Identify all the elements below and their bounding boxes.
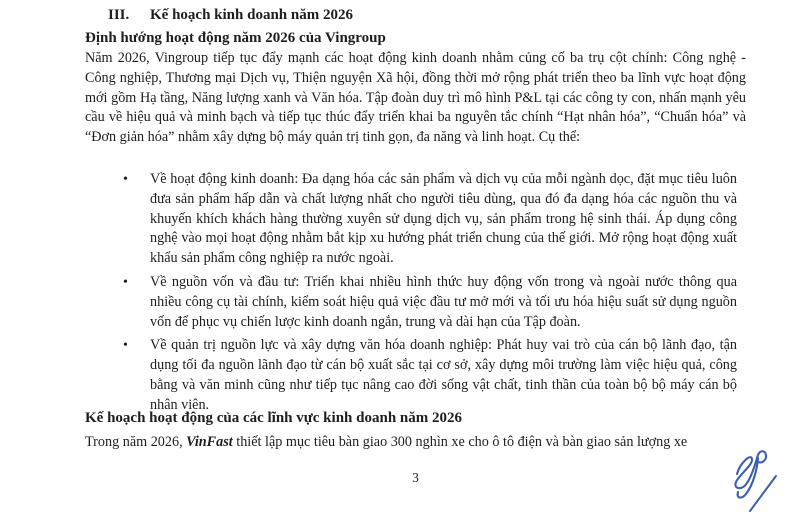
intro-paragraph: Năm 2026, Vingroup tiếp tục đẩy mạnh các hoạt động kinh doanh nhằm củng cố ba trụ cột chính: Công nghệ - Công nghiệp, Thương mại Dịch vụ, Thiện nguyện Xã hội, đồng thời mở rộng phát triển theo ba lĩnh vực hoạt động mới gồm Hạ tầng, Năng lượng xanh và Văn hóa. Tập đoàn duy trì mô hình P&L tại các công ty con, nhấn mạnh yêu cầu về hiệu quả và minh bạch và tiếp tục thúc đẩy triển khai ba nguyên tắc chính “Hạt nhân hóa”, “Chuẩn hóa” và “Đơn giản hóa” nhằm xây dựng bộ máy quản trị tinh gọn, đa năng và linh hoạt. Cụ thể: (85, 50, 746, 146)
bullet-icon: • (123, 172, 128, 187)
section-title: Kế hoạch kinh doanh năm 2026 (150, 7, 353, 23)
document-body (85, 0, 746, 520)
bullet-hr-culture: Về quản trị nguồn lực và xây dựng văn hóa doanh nghiệp: Phát huy vai trò của cán bộ lãnh đạo, tận dụng tối đa nguồn lãnh đạo từ cán bộ xuất sắc tại cơ sở, xây dựng môi trường làm việc hiệu quả, công bằng và văn minh cũng như tiếp tục nâng cao đời sống vật chất, tinh thần của toàn bộ bộ máy cán bộ nhân viên. (150, 337, 737, 413)
vinfast-paragraph (85, 433, 746, 453)
section-numeral: III. (108, 7, 130, 23)
vinfast-brand-name: VinFast (186, 434, 233, 450)
bullet-icon: • (123, 274, 128, 290)
orientation-heading: Định hướng hoạt động năm 2026 của Vingroup (85, 30, 386, 46)
handwritten-signature-mark (726, 448, 792, 518)
signature-squiggle (735, 451, 766, 488)
vinfast-paragraph-suffix: thiết lập mục tiêu bàn giao 300 nghìn xe cho ô tô điện và bàn giao sản lượng xe (232, 434, 688, 450)
section-heading (85, 5, 746, 25)
bullet-business-operations: Về hoạt động kinh doanh: Đa dạng hóa các sản phẩm và dịch vụ của mỗi ngành dọc, đặt mục tiêu luôn đưa sản phẩm hấp dẫn và chất lượng nhất cho người tiêu dùng, qua đó đa dạng hóa các nguồn thu và khuyến khích khách hàng thường xuyên sử dụng dịch vụ, sản phẩm trong hệ sinh thái. Áp dụng công nghệ vào mọi hoạt động nhằm bắt kịp xu hướng phát triển chung của thế giới. Mở rộng hoạt động xuất khẩu sản phẩm công nghiệp ra nước ngoài. (150, 171, 737, 267)
list-item (85, 273, 738, 332)
bullet-list (85, 170, 738, 420)
plan-heading: Kế hoạch hoạt động của các lĩnh vực kinh doanh năm 2026 (85, 410, 462, 426)
vinfast-paragraph-prefix: Trong năm 2026, (85, 434, 187, 450)
list-item (85, 170, 738, 269)
page-number: 3 (412, 470, 419, 485)
bullet-capital-investment: Về nguồn vốn và đầu tư: Triển khai nhiều hình thức huy động vốn trong và ngoài nước thông qua nhiều công cụ tài chính, kiểm soát hiệu quả việc đầu tư mở mới và tối ưu hóa hiệu suất sử dụng nguồn vốn để phục vụ chiến lược kinh doanh ngắn, trung và dài hạn của Tập đoàn. (150, 273, 737, 330)
list-item (85, 336, 738, 415)
bullet-icon: • (123, 338, 128, 354)
